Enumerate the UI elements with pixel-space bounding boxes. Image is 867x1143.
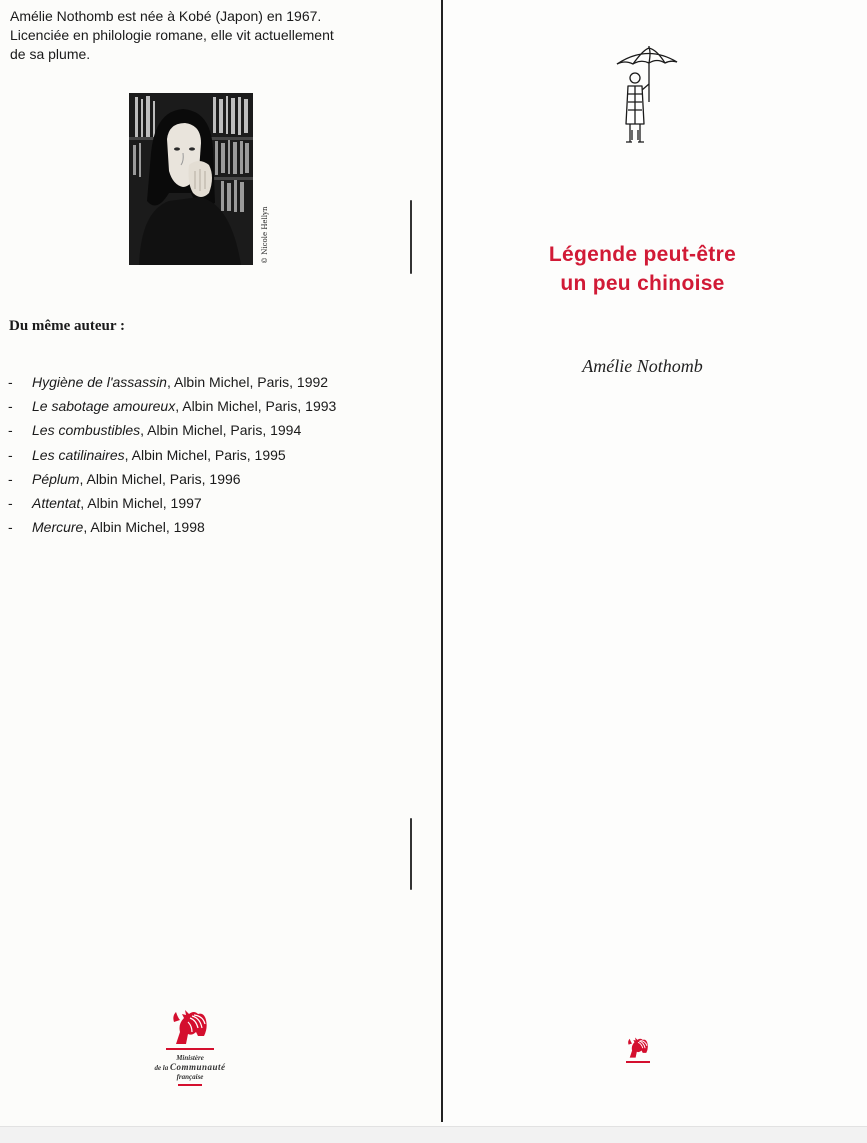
right-page	[443, 0, 867, 1126]
bio-line: Licenciée en philologie romane, elle vit actuellement	[10, 27, 334, 43]
book-details: , Albin Michel, Paris, 1993	[175, 398, 337, 415]
ministry-name	[140, 1054, 240, 1082]
list-item	[8, 467, 336, 491]
list-dash: -	[8, 446, 13, 463]
title-line: Légende peut-être	[548, 243, 737, 266]
list-item	[8, 515, 336, 539]
list-item	[8, 370, 336, 394]
list-item	[8, 394, 336, 418]
list-dash: -	[8, 494, 13, 511]
bio-line: de sa plume.	[10, 46, 91, 62]
book-title: Attentat	[32, 494, 81, 511]
bio-line: Amélie Nothomb est née à Kobé (Japon) en 1967.	[10, 8, 322, 24]
list-item	[8, 418, 336, 442]
logo-bar	[626, 1061, 650, 1063]
book-title: Mercure	[32, 519, 84, 536]
list-dash: -	[8, 519, 13, 536]
book-details: , Albin Michel, Paris, 1992	[166, 374, 329, 390]
book-title: Les catilinaires	[32, 446, 125, 463]
book-details: , Albin Michel, Paris, 1995	[124, 446, 286, 463]
rooster-icon	[168, 1006, 212, 1046]
list-item	[8, 491, 336, 515]
ministry-line: Ministère	[176, 1054, 204, 1062]
ministry-logo	[140, 1006, 240, 1090]
publisher-logo	[616, 1035, 660, 1067]
book-details: , Albin Michel, 1997	[80, 494, 202, 511]
rooster-icon	[625, 1035, 651, 1059]
bottom-strip	[0, 1126, 867, 1143]
book-title: Les combustibles	[32, 422, 141, 439]
book-title: Péplum	[32, 470, 80, 487]
list-dash: -	[8, 398, 13, 415]
book-details: , Albin Michel, Paris, 1996	[79, 470, 241, 487]
photo-credit: © Nicole Hellyn	[261, 206, 269, 264]
ministry-main: Communauté	[170, 1062, 226, 1072]
book-details: , Albin Michel, Paris, 1994	[140, 422, 302, 439]
book-title: Le sabotage amoureux	[32, 398, 176, 415]
logo-bar	[166, 1048, 214, 1050]
same-author-heading: Du même auteur :	[9, 318, 125, 334]
book-details: , Albin Michel, 1998	[83, 519, 205, 536]
list-dash: -	[8, 422, 13, 439]
staple-bottom	[410, 818, 412, 890]
logo-bar-bottom	[178, 1084, 202, 1086]
author-photo	[129, 93, 253, 265]
ministry-line: française	[176, 1073, 204, 1081]
list-dash: -	[8, 374, 13, 390]
list-dash: -	[8, 470, 13, 487]
author-bio	[10, 7, 370, 64]
book-title: Hygiène de l'assassin	[32, 374, 167, 390]
bibliography-list	[8, 370, 336, 539]
ministry-line	[140, 1063, 240, 1073]
book-author: Amélie Nothomb	[582, 356, 703, 376]
ministry-prefix: de la	[154, 1064, 171, 1072]
umbrella-man-illustration	[613, 42, 679, 154]
title-line: un peu chinoise	[560, 272, 725, 295]
staple-top	[410, 200, 412, 274]
book-main-title	[520, 240, 765, 298]
list-item	[8, 443, 336, 467]
